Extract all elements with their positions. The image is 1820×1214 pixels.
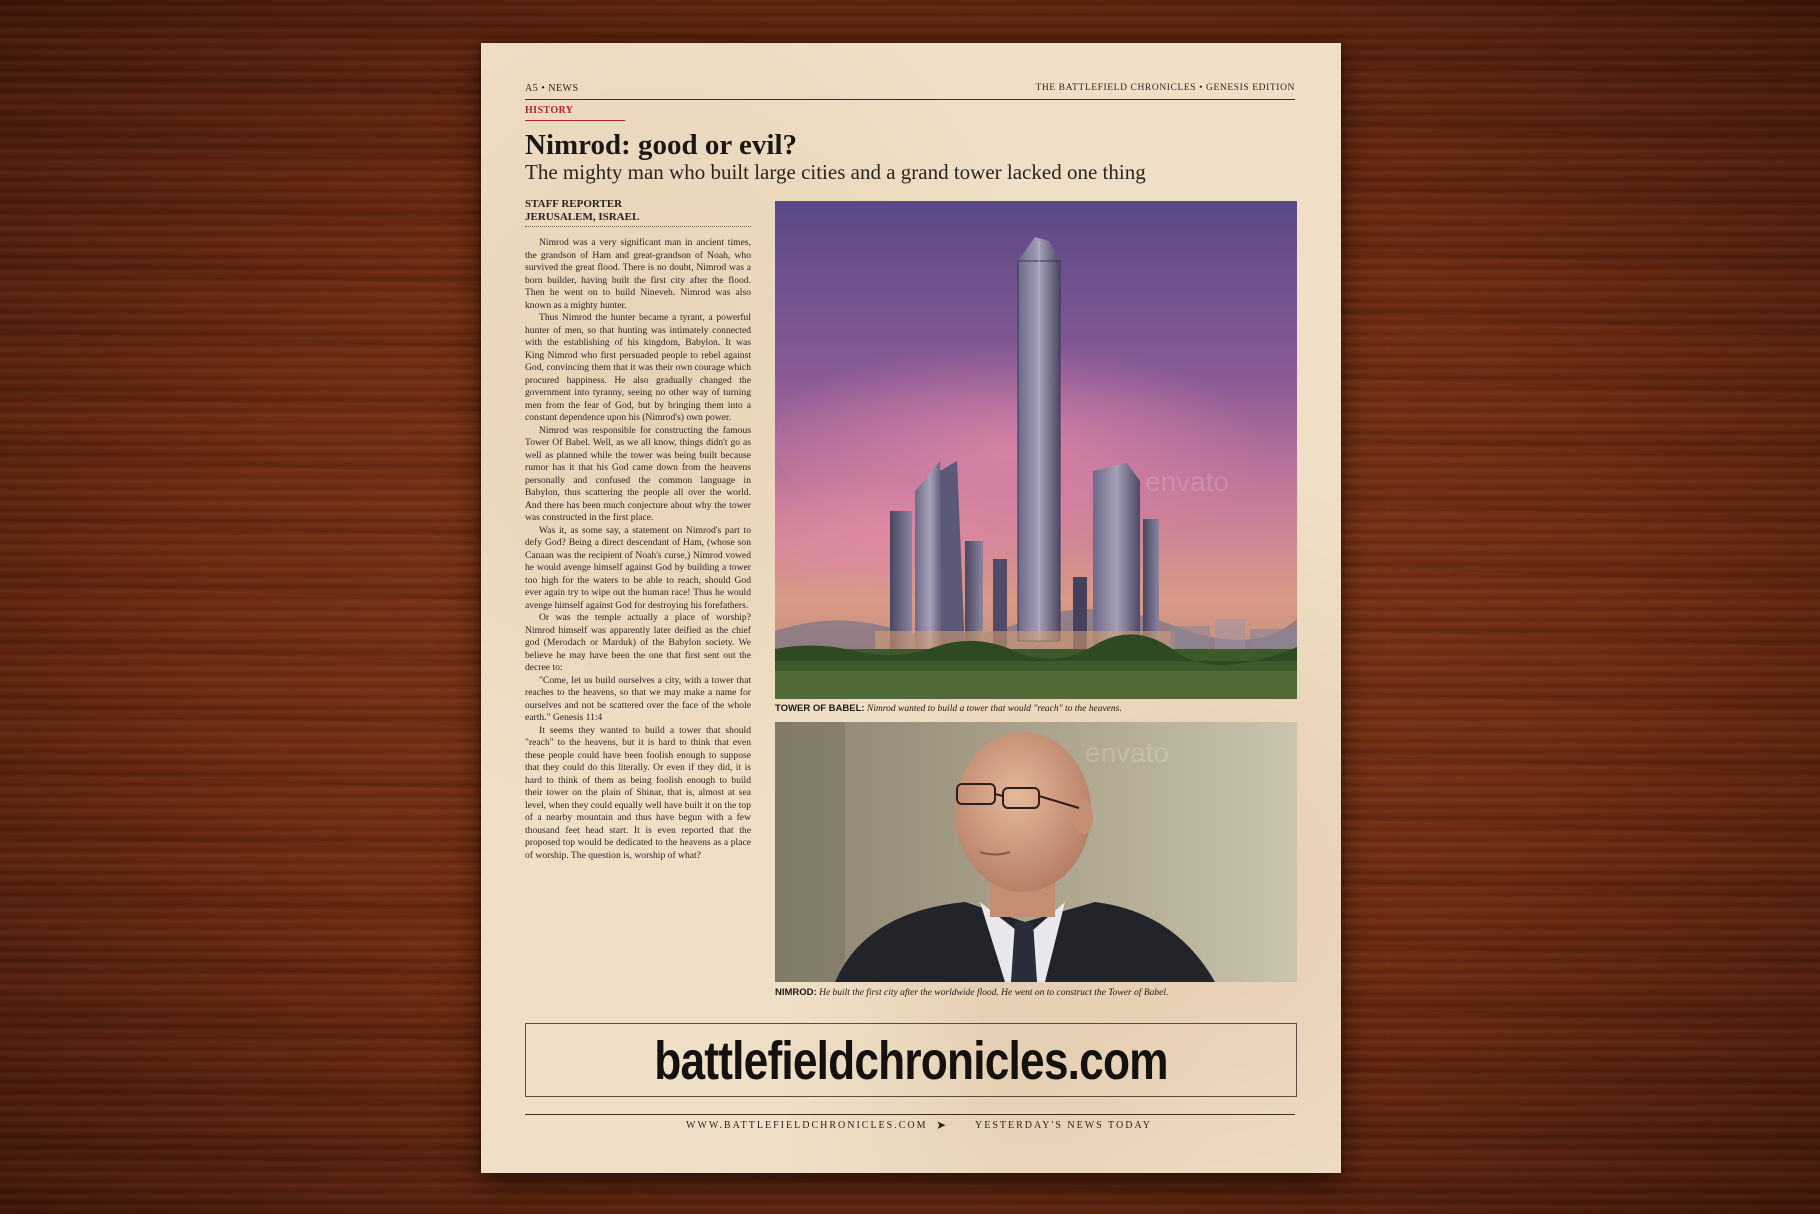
section-kicker: HISTORY [525,105,574,116]
tower-caption-text: Nimrod wanted to build a tower that would "reach" to the heavens. [866,704,1122,714]
newspaper-page [481,43,1341,1173]
masthead-rule [525,99,1295,100]
byline-role: STAFF REPORTER [525,198,623,210]
kicker-rule [525,120,625,121]
arrow-icon: ➤ [936,1118,947,1132]
article-headline: Nimrod: good or evil? [525,129,798,161]
footer-rule [525,1114,1295,1115]
portrait-caption [775,987,1297,998]
portrait-caption-label: NIMROD: [775,987,817,998]
article-paragraph: It seems they wanted to build a tower that should "reach" to the heavens, but it is hard to think that even these people could have been foolish enough to suppose that they could do this literally. Or even if they did, it is hard to think of them as being foolish enough to build their tower on the plain of Shinar, that is, almost at sea level, when they could equally well have built it on the top of a nearby mountain and thus have begun with a few thousand feet head start. It is even reported that the proposed top would be dedicated to the heavens as a place of worship. The question is, worship of what? [525,724,751,861]
byline-rule [525,226,751,227]
footer-url: WWW.BATTLEFIELDCHRONICLES.COM [686,1120,928,1131]
watermark-text: envato [1085,737,1170,768]
portrait-image [775,722,1297,982]
footer-tagline: YESTERDAY'S NEWS TODAY [975,1120,1152,1131]
article-paragraph: Nimrod was responsible for constructing the famous Tower Of Babel. Well, as we all know, things didn't go as well as planned while the tower was being built because rumor has it that his God came down from the heavens personally and confused the common language in Babylon, thus scattering the people all over the world. And there has been much conjecture about why the tower was constructed in the first place. [525,424,751,523]
publication-name: THE BATTLEFIELD CHRONICLES • GENESIS EDITION [1035,83,1295,93]
page-section-label: A5 • NEWS [525,83,579,94]
article-deck: The mighty man who built large cities and a grand tower lacked one thing [525,160,1146,184]
byline-location: JERUSALEM, ISRAEL [525,211,640,223]
watermark-text: envato [1145,466,1230,497]
tower-caption [775,703,1297,714]
article-paragraph: Was it, as some say, a statement on Nimrod's part to defy God? Being a direct descendant of Ham, (whose son Canaan was the recipient of Noah's curse,) Nimrod vowed he would avenge himself against God by building a tower too high for the waters to be able to reach, should God ever again try to wipe out the human race! Thus he would avenge himself against God for destroying his forefathers. [525,524,751,611]
website-banner [525,1023,1297,1097]
tower-caption-label: TOWER OF BABEL: [775,703,865,714]
tower-photo [775,201,1297,699]
website-banner-text: battlefieldchronicles.com [654,1031,1168,1091]
article-paragraph: Thus Nimrod the hunter became a tyrant, a powerful hunter of men, so that hunting was intimately connected with the establishing of his kingdom, Babylon. It was King Nimrod who first persuaded people to rebel against God, convincing them that it was their own courage which procured happiness. He also gradually changed the government into tyranny, seeing no other way of turning men from the fear of God, but by bringing them into a constant dependence upon his (Nimrod's) own power. [525,312,751,423]
article-paragraph: Nimrod was a very significant man in ancient times, the grandson of Ham and great-grandson of Noah, who survived the great flood. There is no doubt, Nimrod was a born builder, having built the first city after the flood. Then he went on to build Nineveh. Nimrod was also known as a mighty hunter. [525,237,751,311]
byline [525,198,639,224]
portrait-photo [775,722,1297,982]
skyline-image [775,201,1297,699]
portrait-caption-text: He built the first city after the worldwide flood. He went on to construct the Tower of Babel. [819,988,1169,998]
article-paragraph: Or was the temple actually a place of worship? Nimrod himself was apparently later deified as the chief god (Merodach or Marduk) of the Babylon society. We believe he may have been the one that first sent out the decree to: [525,612,751,673]
article-paragraph: "Come, let us build ourselves a city, with a tower that reaches to the heavens, so that we may make a name for ourselves and not be scattered over the face of the whole earth." Genesis 11:4 [525,674,751,723]
article-body [525,237,751,862]
